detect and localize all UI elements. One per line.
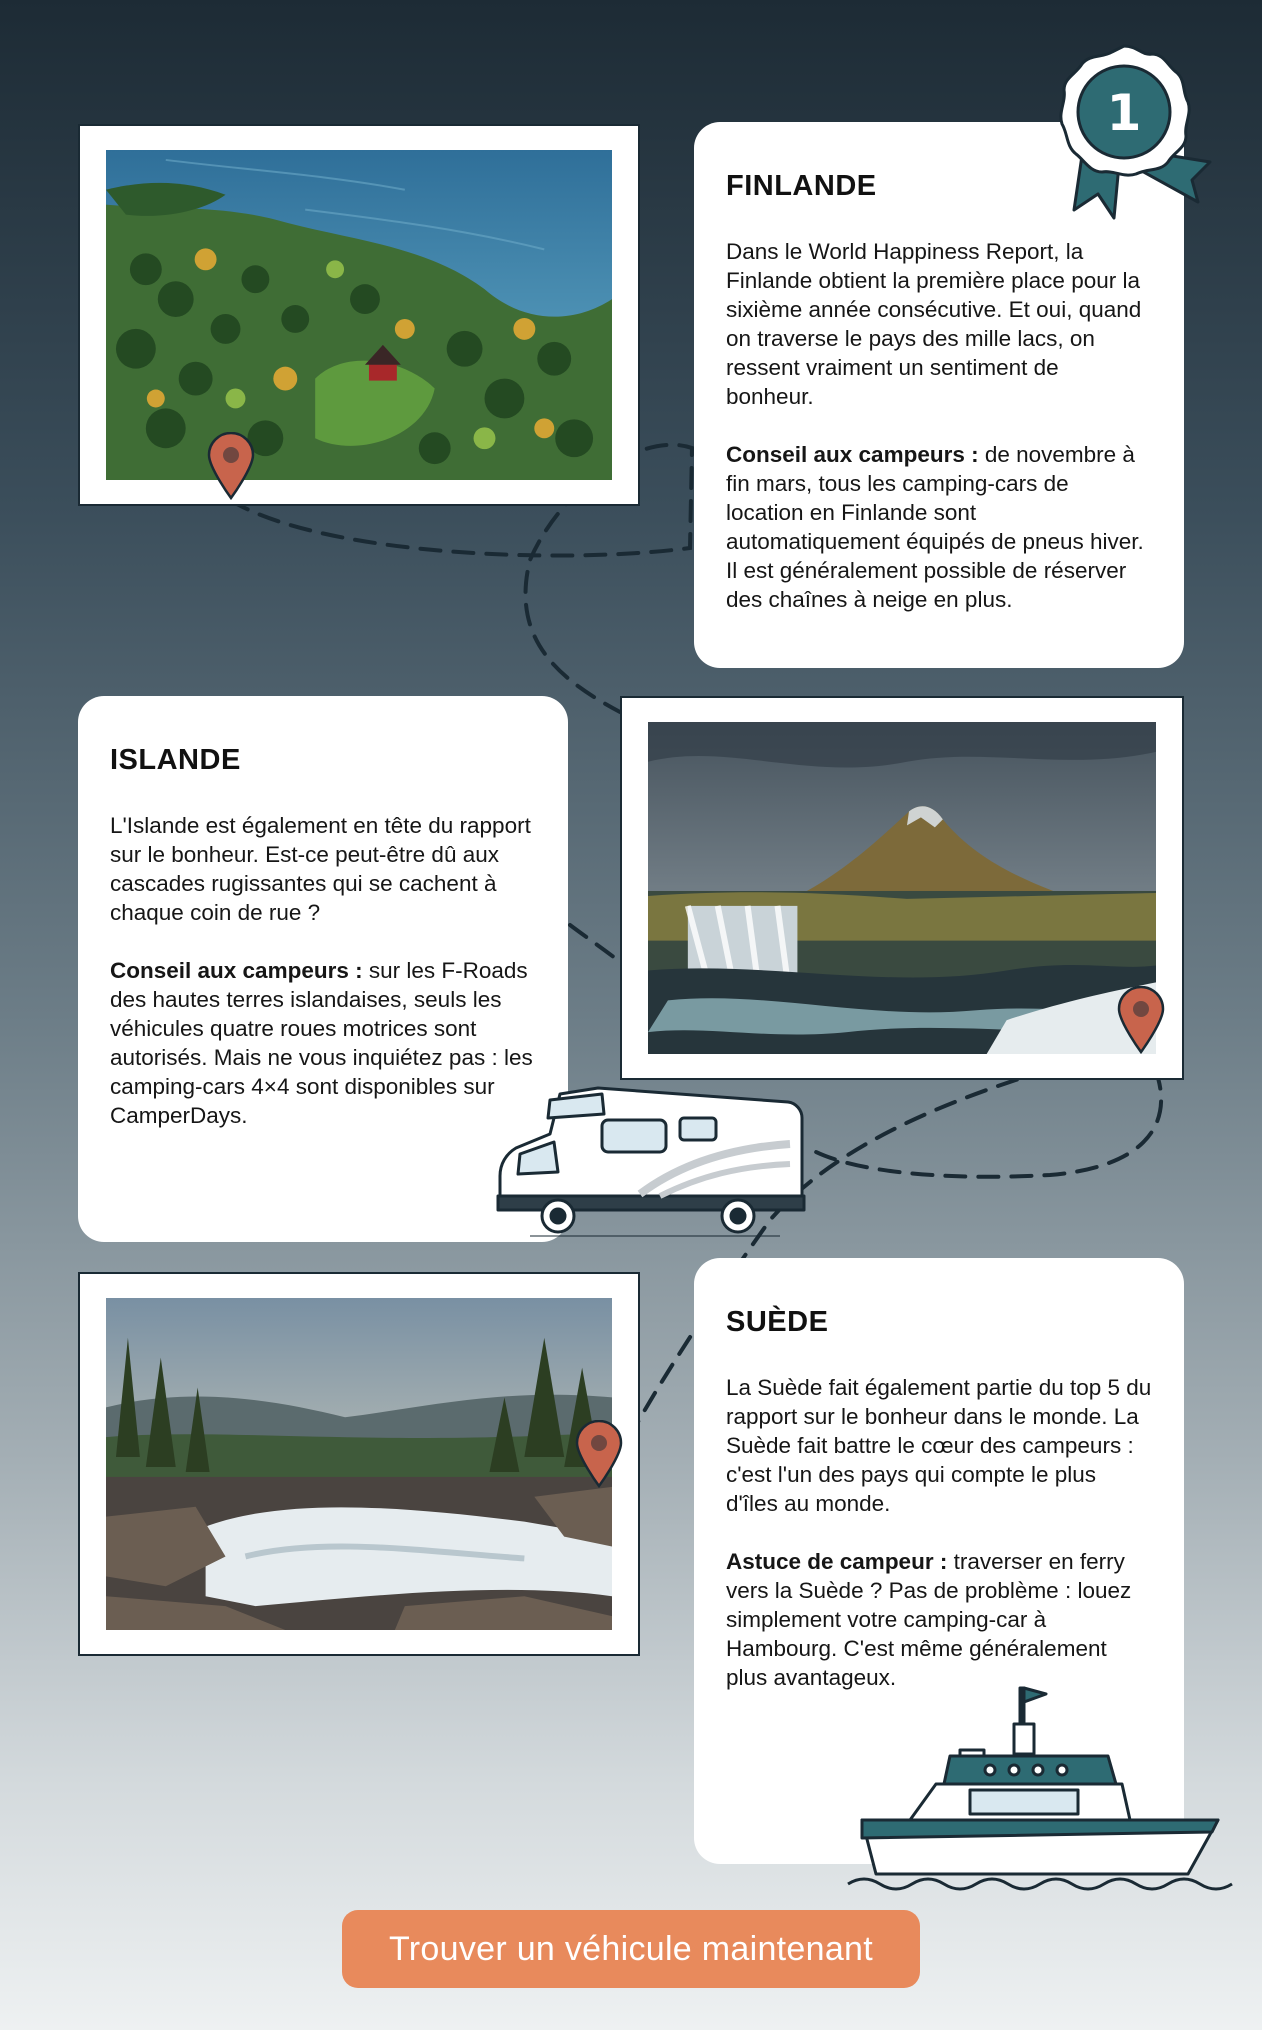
- country-title: SUÈDE: [726, 1306, 829, 1338]
- tip-label: Conseil aux campeurs :: [726, 442, 979, 467]
- tip-label: Astuce de campeur :: [726, 1549, 948, 1574]
- badge-number: 1: [1106, 84, 1142, 142]
- country-description: L'Islande est également en tête du rapport sur le bonheur. Est-ce peut-être dû aux cascades rugissantes qui se cachent à chaque coin de rue ?: [110, 813, 531, 925]
- tip-text: de novembre à fin mars, tous les camping-cars de location en Finlande sont automatiquement équipés de pneus hiver. Il est généralement possible de réserver des chaînes à neige en plus.: [726, 442, 1144, 612]
- country-title: FINLANDE: [726, 170, 877, 202]
- ribbon-badge-icon: [1040, 42, 1212, 226]
- sweden-river-forest-image: [106, 1298, 612, 1630]
- camper-tip: [110, 956, 536, 1130]
- map-pin-icon: [574, 1420, 624, 1488]
- camper-tip: [726, 440, 1152, 614]
- camper-tip: [726, 1547, 1152, 1692]
- sweden-photo: [78, 1272, 640, 1656]
- finland-photo: [78, 124, 640, 506]
- country-title: ISLANDE: [110, 744, 241, 776]
- iceland-photo: [620, 696, 1184, 1080]
- tip-text: sur les F-Roads des hautes terres islandaises, seuls les véhicules quatre roues motrices sont autorisés. Mais ne vous inquiétez pas : les camping-cars 4×4 sont disponibles sur CamperDays.: [110, 958, 533, 1128]
- country-description: La Suède fait également partie du top 5 du rapport sur le bonheur dans le monde. La Suède fait battre le cœur des campeurs : c'est l'un des pays qui compte le plus d'îles au monde.: [726, 1375, 1152, 1516]
- iceland-waterfall-mountain-image: [648, 722, 1156, 1054]
- ferry-icon: [840, 1680, 1240, 1906]
- map-pin-icon: [1116, 986, 1166, 1054]
- map-pin-icon: [206, 432, 256, 500]
- finland-lake-forest-image: [106, 150, 612, 480]
- camper-van-icon: [490, 1084, 810, 1244]
- country-description: Dans le World Happiness Report, la Finlande obtient la première place pour la sixième année consécutive. Et oui, quand on traverse le pays des mille lacs, on ressent vraiment un sentiment de bonheur.: [726, 239, 1142, 409]
- find-vehicle-button[interactable]: Trouver un véhicule maintenant: [342, 1910, 920, 1988]
- tip-label: Conseil aux campeurs :: [110, 958, 363, 983]
- tip-text: traverser en ferry vers la Suède ? Pas de problème : louez simplement votre camping-car à Hambourg. C'est même généralement plus avantageux.: [726, 1549, 1132, 1690]
